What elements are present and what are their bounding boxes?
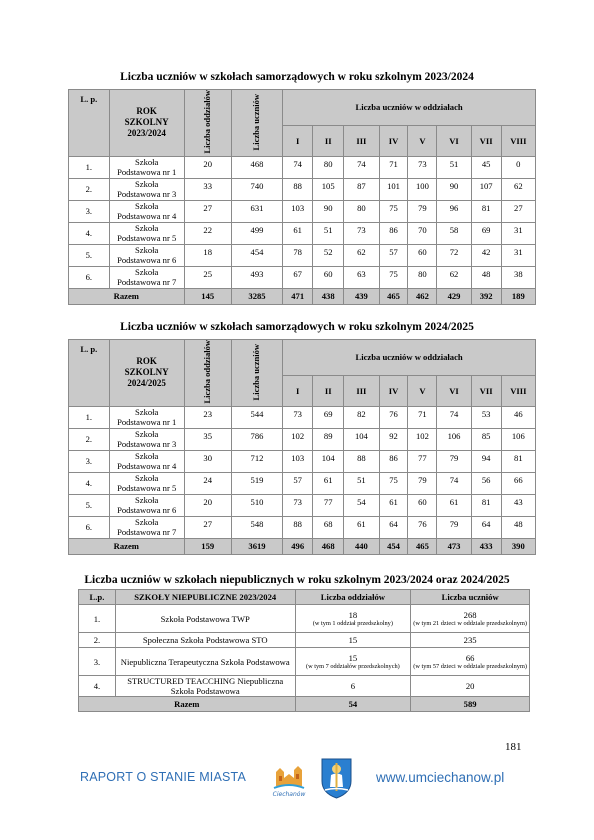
uczniowie-value: 268 <box>463 610 477 620</box>
row-school-name: Szkoła Podstawowa nr 5 <box>109 472 184 494</box>
header-grade: VIII <box>501 375 535 406</box>
row-grade-value: 56 <box>471 472 501 494</box>
row-school-name: Szkoła Podstawowa nr 3 <box>109 178 184 200</box>
table-row <box>79 633 530 648</box>
header-grade: V <box>408 125 437 156</box>
row-grade-value: 61 <box>313 472 344 494</box>
row-grade-value: 27 <box>501 200 535 222</box>
row-grade-value: 73 <box>408 156 437 178</box>
row-grade-value: 82 <box>344 406 379 428</box>
row-lp: 1. <box>79 605 116 633</box>
row-uczniowie: 548 <box>231 516 282 538</box>
row-school-name: Szkoła Podstawowa nr 4 <box>109 200 184 222</box>
row-oddzialy: 33 <box>184 178 231 200</box>
header-uczniowie: Liczba uczniów <box>231 90 282 157</box>
uczniowie-value: 20 <box>465 681 475 691</box>
row-uczniowie: 712 <box>231 450 282 472</box>
row-grade-value: 101 <box>379 178 408 200</box>
row-grade-value: 104 <box>313 450 344 472</box>
total-grade-value: 465 <box>408 538 437 554</box>
header-rok: ROK SZKOLNY 2023/2024 <box>109 90 184 157</box>
total-grade-value: 429 <box>437 288 471 304</box>
city-logo <box>270 760 308 800</box>
total-grade-value: 468 <box>313 538 344 554</box>
row-uczniowie: 544 <box>231 406 282 428</box>
row-grade-value: 62 <box>501 178 535 200</box>
table3 <box>78 589 530 712</box>
row-grade-value: 76 <box>379 406 408 428</box>
header-grade: VII <box>471 125 501 156</box>
row-lp: 5. <box>69 494 110 516</box>
total-grade-value: 392 <box>471 288 501 304</box>
oddzialy-value: 15 <box>348 653 358 663</box>
table2 <box>68 339 536 555</box>
row-grade-value: 45 <box>471 156 501 178</box>
row-grade-value: 81 <box>471 494 501 516</box>
row-grade-value: 102 <box>283 428 313 450</box>
header-name: SZKOŁY NIEPUBLICZNE 2023/2024 <box>115 590 295 605</box>
row-grade-value: 103 <box>283 450 313 472</box>
row-school-name: Szkoła Podstawowa nr 7 <box>109 266 184 288</box>
page-number: 181 <box>505 741 522 753</box>
row-grade-value: 67 <box>283 266 313 288</box>
row-grade-value: 86 <box>379 450 408 472</box>
table-row <box>79 648 530 676</box>
row-oddzialy <box>295 648 411 676</box>
header-grade: I <box>283 125 313 156</box>
row-oddzialy: 18 <box>184 244 231 266</box>
table2-title: Liczba uczniów w szkołach samorządowych w roku szkolnym 2024/2025 <box>120 321 474 333</box>
row-grade-value: 63 <box>344 266 379 288</box>
header-group: Liczba uczniów w oddziałach <box>283 90 536 126</box>
table3-title: Liczba uczniów w szkołach niepublicznych w roku szkolnym 2023/2024 oraz 2024/2025 <box>84 574 510 586</box>
row-grade-value: 92 <box>379 428 408 450</box>
total-grade-value: 496 <box>283 538 313 554</box>
header-lp: L. p. <box>69 340 110 407</box>
header-grade: VI <box>437 375 471 406</box>
oddzialy-note: (w tym 7 oddziałów przedszkolnych) <box>306 663 400 670</box>
row-grade-value: 31 <box>501 222 535 244</box>
header-grade: V <box>408 375 437 406</box>
row-grade-value: 89 <box>313 428 344 450</box>
row-uczniowie: 519 <box>231 472 282 494</box>
row-grade-value: 43 <box>501 494 535 516</box>
row-school-name: Szkoła Podstawowa nr 1 <box>109 406 184 428</box>
row-lp: 3. <box>79 648 116 676</box>
row-oddzialy <box>295 676 411 697</box>
header-rok: ROK SZKOLNY 2024/2025 <box>109 340 184 407</box>
row-grade-value: 69 <box>471 222 501 244</box>
total-grade-value: 473 <box>437 538 471 554</box>
row-oddzialy: 20 <box>184 156 231 178</box>
row-school-name: Szkoła Podstawowa TWP <box>115 605 295 633</box>
uczniowie-note: (w tym 21 dzieci w oddziale przedszkolnym) <box>413 620 527 627</box>
total-grade-value: 433 <box>471 538 501 554</box>
row-grade-value: 90 <box>313 200 344 222</box>
row-grade-value: 62 <box>437 266 471 288</box>
table-row <box>79 676 530 697</box>
row-school-name: Szkoła Podstawowa nr 6 <box>109 494 184 516</box>
table-row <box>69 450 536 472</box>
total-uczniowie: 3619 <box>231 538 282 554</box>
row-grade-value: 61 <box>379 494 408 516</box>
row-lp: 3. <box>69 450 110 472</box>
total-oddzialy: 159 <box>184 538 231 554</box>
row-grade-value: 42 <box>471 244 501 266</box>
row-grade-value: 75 <box>379 200 408 222</box>
table1 <box>68 89 536 305</box>
row-grade-value: 51 <box>437 156 471 178</box>
total-label: Razem <box>69 288 185 304</box>
row-uczniowie <box>411 633 530 648</box>
row-grade-value: 79 <box>408 472 437 494</box>
row-uczniowie: 493 <box>231 266 282 288</box>
row-grade-value: 102 <box>408 428 437 450</box>
row-oddzialy: 23 <box>184 406 231 428</box>
row-grade-value: 77 <box>313 494 344 516</box>
row-grade-value: 80 <box>408 266 437 288</box>
row-grade-value: 66 <box>501 472 535 494</box>
total-grade-value: 438 <box>313 288 344 304</box>
row-lp: 1. <box>69 156 110 178</box>
row-grade-value: 74 <box>344 156 379 178</box>
table-row <box>69 222 536 244</box>
table-row <box>69 200 536 222</box>
row-grade-value: 80 <box>313 156 344 178</box>
total-grade-value: 390 <box>501 538 535 554</box>
row-uczniowie <box>411 648 530 676</box>
row-grade-value: 31 <box>501 244 535 266</box>
row-oddzialy: 20 <box>184 494 231 516</box>
row-grade-value: 96 <box>437 200 471 222</box>
header-oddzialy: Liczba oddziałów <box>295 590 411 605</box>
row-oddzialy: 25 <box>184 266 231 288</box>
row-grade-value: 38 <box>501 266 535 288</box>
row-grade-value: 61 <box>437 494 471 516</box>
row-grade-value: 75 <box>379 266 408 288</box>
row-grade-value: 52 <box>313 244 344 266</box>
row-grade-value: 103 <box>283 200 313 222</box>
row-uczniowie <box>411 605 530 633</box>
row-grade-value: 71 <box>408 406 437 428</box>
oddzialy-note: (w tym 1 oddział przedszkolny) <box>312 620 393 627</box>
row-grade-value: 75 <box>379 472 408 494</box>
oddzialy-value: 15 <box>348 635 358 645</box>
row-grade-value: 60 <box>313 266 344 288</box>
oddzialy-value: 18 <box>348 610 358 620</box>
header-grade: III <box>344 125 379 156</box>
row-uczniowie: 786 <box>231 428 282 450</box>
uczniowie-value: 235 <box>463 635 477 645</box>
row-grade-value: 107 <box>471 178 501 200</box>
row-grade-value: 105 <box>313 178 344 200</box>
row-uczniowie: 454 <box>231 244 282 266</box>
row-grade-value: 77 <box>408 450 437 472</box>
row-grade-value: 79 <box>437 516 471 538</box>
row-school-name: Społeczna Szkoła Podstawowa STO <box>115 633 295 648</box>
row-school-name: STRUCTURED TEACCHING Niepubliczna Szkoła Podstawowa <box>115 676 295 697</box>
header-grade: III <box>344 375 379 406</box>
header-oddzialy: Liczba oddziałów <box>184 340 231 407</box>
row-uczniowie: 499 <box>231 222 282 244</box>
row-grade-value: 72 <box>437 244 471 266</box>
row-grade-value: 86 <box>379 222 408 244</box>
row-grade-value: 88 <box>283 178 313 200</box>
row-lp: 3. <box>69 200 110 222</box>
row-grade-value: 48 <box>471 266 501 288</box>
row-grade-value: 74 <box>437 472 471 494</box>
row-grade-value: 88 <box>344 450 379 472</box>
row-grade-value: 106 <box>437 428 471 450</box>
row-grade-value: 94 <box>471 450 501 472</box>
table-row <box>69 244 536 266</box>
row-grade-value: 53 <box>471 406 501 428</box>
table-row <box>69 178 536 200</box>
row-grade-value: 79 <box>437 450 471 472</box>
row-uczniowie: 740 <box>231 178 282 200</box>
header-grade: VII <box>471 375 501 406</box>
row-grade-value: 68 <box>313 516 344 538</box>
row-grade-value: 46 <box>501 406 535 428</box>
uczniowie-note: (w tym 57 dzieci w oddziale przedszkolnym) <box>413 663 527 670</box>
header-grade: II <box>313 375 344 406</box>
row-grade-value: 90 <box>437 178 471 200</box>
row-school-name: Szkoła Podstawowa nr 1 <box>109 156 184 178</box>
table-row <box>69 472 536 494</box>
row-school-name: Szkoła Podstawowa nr 5 <box>109 222 184 244</box>
row-grade-value: 106 <box>501 428 535 450</box>
row-lp: 6. <box>69 266 110 288</box>
row-grade-value: 88 <box>283 516 313 538</box>
uczniowie-value: 66 <box>465 653 475 663</box>
row-oddzialy: 24 <box>184 472 231 494</box>
row-grade-value: 69 <box>313 406 344 428</box>
footer-website: www.umciechanow.pl <box>376 770 505 785</box>
coat-of-arms-logo <box>320 757 353 799</box>
total-grade-value: 189 <box>501 288 535 304</box>
row-grade-value: 57 <box>283 472 313 494</box>
row-uczniowie: 468 <box>231 156 282 178</box>
row-grade-value: 48 <box>501 516 535 538</box>
row-grade-value: 0 <box>501 156 535 178</box>
table-row <box>69 494 536 516</box>
row-grade-value: 64 <box>471 516 501 538</box>
row-grade-value: 60 <box>408 494 437 516</box>
total-grade-value: 465 <box>379 288 408 304</box>
row-lp: 4. <box>69 472 110 494</box>
row-grade-value: 51 <box>313 222 344 244</box>
table-row <box>69 156 536 178</box>
row-grade-value: 60 <box>408 244 437 266</box>
total-grade-value: 454 <box>379 538 408 554</box>
row-lp: 4. <box>69 222 110 244</box>
row-grade-value: 79 <box>408 200 437 222</box>
total-oddzialy: 54 <box>295 697 411 712</box>
row-grade-value: 73 <box>283 406 313 428</box>
row-grade-value: 64 <box>379 516 408 538</box>
header-lp: L. p. <box>69 90 110 157</box>
row-oddzialy <box>295 605 411 633</box>
row-grade-value: 61 <box>344 516 379 538</box>
row-grade-value: 87 <box>344 178 379 200</box>
table-row <box>69 406 536 428</box>
header-lp: L.p. <box>79 590 116 605</box>
header-uczniowie: Liczba uczniów <box>231 340 282 407</box>
row-oddzialy: 27 <box>184 516 231 538</box>
table-row <box>79 605 530 633</box>
header-grade: I <box>283 375 313 406</box>
row-grade-value: 73 <box>344 222 379 244</box>
row-grade-value: 71 <box>379 156 408 178</box>
table-row <box>69 516 536 538</box>
header-grade: VIII <box>501 125 535 156</box>
row-grade-value: 73 <box>283 494 313 516</box>
row-lp: 2. <box>79 633 116 648</box>
header-uczniowie: Liczba uczniów <box>411 590 530 605</box>
table-row <box>69 428 536 450</box>
row-grade-value: 80 <box>344 200 379 222</box>
row-lp: 2. <box>69 428 110 450</box>
total-oddzialy: 145 <box>184 288 231 304</box>
row-grade-value: 81 <box>501 450 535 472</box>
total-uczniowie: 589 <box>411 697 530 712</box>
header-grade: IV <box>379 375 408 406</box>
row-oddzialy <box>295 633 411 648</box>
row-grade-value: 78 <box>283 244 313 266</box>
table-row <box>69 266 536 288</box>
total-grade-value: 462 <box>408 288 437 304</box>
row-grade-value: 74 <box>283 156 313 178</box>
row-grade-value: 104 <box>344 428 379 450</box>
row-lp: 5. <box>69 244 110 266</box>
row-uczniowie: 631 <box>231 200 282 222</box>
table1-title: Liczba uczniów w szkołach samorządowych w roku szkolnym 2023/2024 <box>120 71 474 83</box>
row-grade-value: 62 <box>344 244 379 266</box>
svg-text:Ciechanów: Ciechanów <box>272 791 306 798</box>
row-lp: 4. <box>79 676 116 697</box>
row-uczniowie <box>411 676 530 697</box>
row-grade-value: 51 <box>344 472 379 494</box>
footer-report-title: RAPORT O STANIE MIASTA <box>80 770 247 784</box>
row-oddzialy: 35 <box>184 428 231 450</box>
oddzialy-value: 6 <box>350 681 356 691</box>
row-grade-value: 85 <box>471 428 501 450</box>
row-oddzialy: 27 <box>184 200 231 222</box>
total-label: Razem <box>79 697 296 712</box>
row-school-name: Szkoła Podstawowa nr 6 <box>109 244 184 266</box>
row-uczniowie: 510 <box>231 494 282 516</box>
header-group: Liczba uczniów w oddziałach <box>283 340 536 376</box>
total-grade-value: 439 <box>344 288 379 304</box>
row-lp: 1. <box>69 406 110 428</box>
row-oddzialy: 30 <box>184 450 231 472</box>
total-grade-value: 471 <box>283 288 313 304</box>
row-grade-value: 54 <box>344 494 379 516</box>
row-lp: 2. <box>69 178 110 200</box>
row-grade-value: 100 <box>408 178 437 200</box>
total-grade-value: 440 <box>344 538 379 554</box>
row-grade-value: 76 <box>408 516 437 538</box>
total-uczniowie: 3285 <box>231 288 282 304</box>
row-grade-value: 57 <box>379 244 408 266</box>
row-school-name: Szkoła Podstawowa nr 4 <box>109 450 184 472</box>
row-school-name: Szkoła Podstawowa nr 3 <box>109 428 184 450</box>
row-grade-value: 61 <box>283 222 313 244</box>
header-oddzialy: Liczba oddziałów <box>184 90 231 157</box>
header-grade: VI <box>437 125 471 156</box>
row-grade-value: 74 <box>437 406 471 428</box>
header-grade: IV <box>379 125 408 156</box>
row-oddzialy: 22 <box>184 222 231 244</box>
row-school-name: Niepubliczna Terapeutyczna Szkoła Podstawowa <box>115 648 295 676</box>
row-grade-value: 81 <box>471 200 501 222</box>
header-grade: II <box>313 125 344 156</box>
row-lp: 6. <box>69 516 110 538</box>
row-school-name: Szkoła Podstawowa nr 7 <box>109 516 184 538</box>
total-label: Razem <box>69 538 185 554</box>
row-grade-value: 70 <box>408 222 437 244</box>
row-grade-value: 58 <box>437 222 471 244</box>
